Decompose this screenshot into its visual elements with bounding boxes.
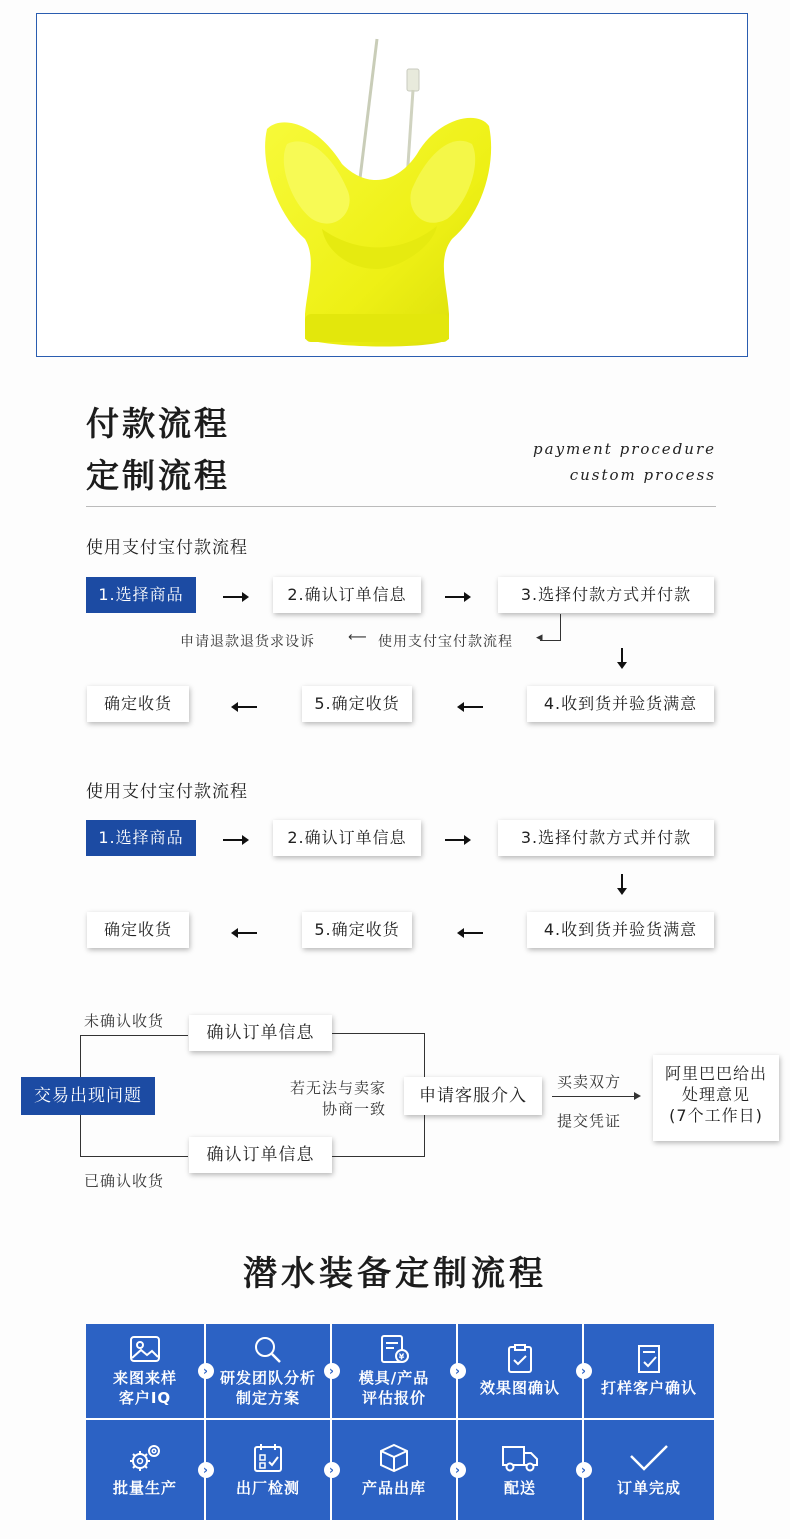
problem-box: 交易出现问题	[21, 1077, 155, 1115]
connector	[80, 1115, 81, 1156]
page-title-payment: 付款流程	[86, 404, 230, 443]
step-label: 来图来样	[112, 1369, 177, 1387]
negotiate-text-1: 若无法与卖家	[289, 1079, 386, 1097]
calendar-check-icon	[251, 1442, 285, 1474]
step-label: 产品出库	[361, 1479, 426, 1497]
chevron-right-icon: ›	[198, 1462, 214, 1478]
divider	[86, 506, 716, 507]
custom-step-sampling	[584, 1324, 714, 1420]
arrow-right-icon	[552, 1096, 636, 1097]
custom-step-order-complete	[584, 1420, 714, 1520]
chevron-right-icon: ›	[576, 1363, 592, 1379]
result-line: 处理意见	[681, 1085, 750, 1104]
flow2-step-confirm-order: 2.确认订单信息	[273, 820, 421, 856]
image-icon	[128, 1334, 162, 1364]
svg-text:¥: ¥	[398, 1352, 406, 1362]
arrow-left-icon: ◂	[536, 630, 544, 645]
arrow-left-icon	[461, 706, 483, 708]
negotiate-text-2: 协商一致	[321, 1100, 386, 1118]
both-parties-text: 买卖双方	[557, 1073, 622, 1091]
confirmed-label: 已确认收货	[84, 1172, 165, 1190]
connector	[80, 1156, 188, 1157]
connector	[80, 1035, 81, 1077]
checkmark-icon	[627, 1442, 671, 1474]
arrow-left-icon	[235, 932, 257, 934]
flow1-label: 使用支付宝付款流程	[86, 538, 248, 558]
confirm-order-top: 确认订单信息	[189, 1015, 332, 1051]
connector	[80, 1035, 188, 1036]
chevron-right-icon: ›	[450, 1462, 466, 1478]
arrow-right-icon	[223, 596, 245, 598]
flow1-step-final-receipt: 确定收货	[87, 686, 189, 722]
flow2-step-final-receipt: 确定收货	[87, 912, 189, 948]
chevron-right-icon: ›	[450, 1363, 466, 1379]
english-subtitle-custom: custom process	[569, 466, 716, 484]
arrow-left-icon	[461, 932, 483, 934]
step-label: 模具/产品	[358, 1369, 430, 1387]
flow2-step-select-product: 1.选择商品	[86, 820, 196, 856]
custom-step-inspection	[206, 1420, 335, 1520]
arrow-right-icon	[445, 596, 467, 598]
step-label: 研发团队分析	[219, 1369, 316, 1387]
quote-icon	[377, 1334, 411, 1364]
custom-step-quote	[332, 1324, 461, 1420]
step-label: 评估报价	[361, 1389, 426, 1407]
submit-proof-text: 提交凭证	[557, 1112, 622, 1130]
clipboard-check-icon	[503, 1344, 537, 1374]
product-photo	[36, 13, 748, 357]
refund-source-text: 使用支付宝付款流程	[378, 634, 513, 650]
box-icon	[377, 1442, 411, 1474]
custom-process-title: 潜水装备定制流程	[243, 1254, 547, 1294]
flow1-step-inspect-goods: 4.收到货并验货满意	[527, 686, 714, 722]
custom-step-rnd	[206, 1324, 335, 1420]
dive-mouthpiece-image	[37, 14, 747, 356]
gears-icon	[125, 1442, 165, 1474]
step-label: 打样客户确认	[600, 1379, 697, 1397]
arrow-down-icon	[621, 648, 623, 664]
search-icon	[251, 1334, 285, 1364]
arrow-down-icon	[621, 874, 623, 890]
connector	[332, 1033, 425, 1034]
custom-step-delivery	[458, 1420, 587, 1520]
customer-service-box: 申请客服介入	[404, 1077, 542, 1115]
connector	[332, 1156, 425, 1157]
flow2-step-pay: 3.选择付款方式并付款	[498, 820, 714, 856]
custom-step-mass-production	[86, 1420, 209, 1520]
refund-connector	[560, 614, 561, 640]
flow2-step-inspect-goods: 4.收到货并验货满意	[527, 912, 714, 948]
step-label: 客户IQ	[118, 1389, 172, 1407]
step-label: 批量生产	[112, 1479, 177, 1497]
chevron-right-icon: ›	[576, 1462, 592, 1478]
result-line: 阿里巴巴给出	[664, 1064, 767, 1083]
step-label: 制定方案	[235, 1389, 300, 1407]
custom-step-warehouse-out	[332, 1420, 461, 1520]
arrow-left-icon: ⟵	[348, 630, 368, 645]
flow1-step-select-product: 1.选择商品	[86, 577, 196, 613]
step-label: 配送	[503, 1479, 536, 1497]
custom-step-samples	[86, 1324, 209, 1420]
refund-note: 申请退款退货求设诉	[180, 634, 315, 650]
custom-step-rendering	[458, 1324, 587, 1420]
confirm-order-bottom: 确认订单信息	[189, 1137, 332, 1173]
result-line: (7个工作日)	[669, 1106, 763, 1125]
arrow-right-icon	[223, 839, 245, 841]
flow1-step-confirm-receipt: 5.确定收货	[302, 686, 412, 722]
arrow-left-icon	[235, 706, 257, 708]
chevron-right-icon: ›	[324, 1462, 340, 1478]
flow1-step-confirm-order: 2.确认订单信息	[273, 577, 421, 613]
chevron-right-icon: ›	[198, 1363, 214, 1379]
flow2-label: 使用支付宝付款流程	[86, 782, 248, 802]
english-subtitle-payment: payment procedure	[533, 440, 716, 458]
custom-process-grid	[86, 1324, 714, 1520]
step-label: 订单完成	[616, 1479, 681, 1497]
document-check-icon	[632, 1344, 666, 1374]
arrow-head	[634, 1092, 641, 1100]
truck-icon	[500, 1442, 540, 1474]
step-label: 出厂检测	[235, 1479, 300, 1497]
step-label: 效果图确认	[479, 1379, 560, 1397]
arrow-right-icon	[445, 839, 467, 841]
alibaba-result-box	[653, 1055, 779, 1141]
chevron-right-icon: ›	[324, 1363, 340, 1379]
unconfirmed-label: 未确认收货	[84, 1012, 165, 1030]
flow1-step-pay: 3.选择付款方式并付款	[498, 577, 714, 613]
flow2-step-confirm-receipt: 5.确定收货	[302, 912, 412, 948]
page-title-custom: 定制流程	[86, 456, 230, 495]
